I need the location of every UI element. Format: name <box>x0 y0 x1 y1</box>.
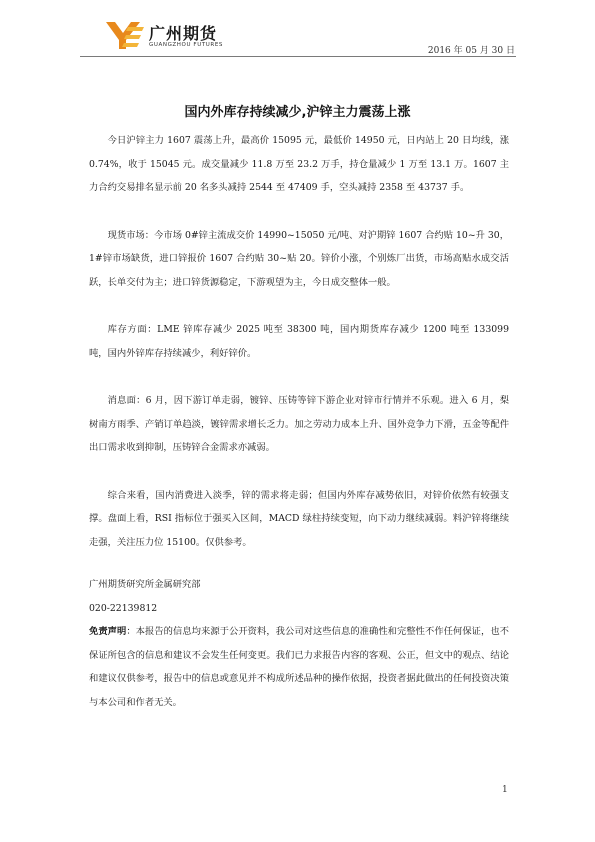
disclaimer-label: 免责声明 <box>89 626 127 637</box>
page-number: 1 <box>502 785 508 795</box>
company-logo <box>106 20 234 50</box>
paragraph-spot-market: 现货市场：今市场 0#锌主流成交价 14990~15050 元/吨、对沪期锌 1607 合约贴 10~升 30，1#锌市场缺货，进口锌报价 1607 合约贴 30~贴 20。锌价小涨，个别炼厂出货，市场高贴水成交活跃，长单交付为主；进口锌货源稳定，下游观望为主，今日成交整体一般。 <box>89 229 509 288</box>
department-signature: 广州期货研究所金属研究部 <box>89 579 201 590</box>
disclaimer-text: ：本报告的信息均来源于公开资料，我公司对这些信息的准确性和完整性不作任何保证，也不保证所包含的信息和建议不会发生任何变更。我们已力求报告内容的客观、公正，但文中的观点、结论和建议仅供参考，报告中的信息或意见并不构成所述品种的操作依据，投资者据此做出的任何投资决策与本公司和作者无关。 <box>89 626 509 708</box>
paragraph-inventory: 库存方面：LME 锌库存减少 2025 吨至 38300 吨，国内期货库存减少 1200 吨至 133099 吨，国内外锌库存持续减少，利好锌价。 <box>89 324 509 359</box>
guangzhou-futures-logo-icon <box>106 20 144 50</box>
logo-chinese-text: 广州期货 <box>149 24 218 43</box>
report-date: 2016 年 05 月 30 日 <box>427 46 515 56</box>
report-title: 国内外库存持续减少,沪锌主力震荡上涨 <box>184 105 411 120</box>
header-divider <box>80 56 516 57</box>
page-header <box>0 0 595 60</box>
disclaimer <box>89 620 509 714</box>
paragraph-market-summary: 今日沪锌主力 1607 震荡上升，最高价 15095 元，最低价 14950 元，日内站上 20 日均线，涨 0.74%，收于 15045 元。成交量减少 11.8 万至 23.2 万手，持仓量减少 1 万至 13.1 万。1607 主力合约交易排名显示前 20 名多头减持 2544 至 47409 手，空头减持 2358 至 43737 手。 <box>89 135 509 193</box>
report-body <box>89 129 509 714</box>
contact-phone: 020-22139812 <box>89 602 158 614</box>
logo-english-text: GUANGZHOU FUTURES <box>149 42 223 48</box>
paragraph-conclusion: 综合来看，国内消费进入淡季，锌的需求将走弱；但国内外库存减势依旧，对锌价依然有较强支撑。盘面上看，RSI 指标位于强买入区间，MACD 绿柱持续变短，向下动力继续减弱。料沪锌将继续走强，关注压力位 15100。仅供参考。 <box>89 489 509 548</box>
paragraph-news: 消息面：6 月，因下游订单走弱，镀锌、压铸等锌下游企业对锌市行情并不乐观。进入 6 月，梨树南方雨季、产销订单趋淡，镀锌需求增长乏力。加之劳动力成本上升、国外竞争力下滑，五金等配件出口需求收到抑制，压铸锌合金需求亦减弱。 <box>89 395 509 453</box>
